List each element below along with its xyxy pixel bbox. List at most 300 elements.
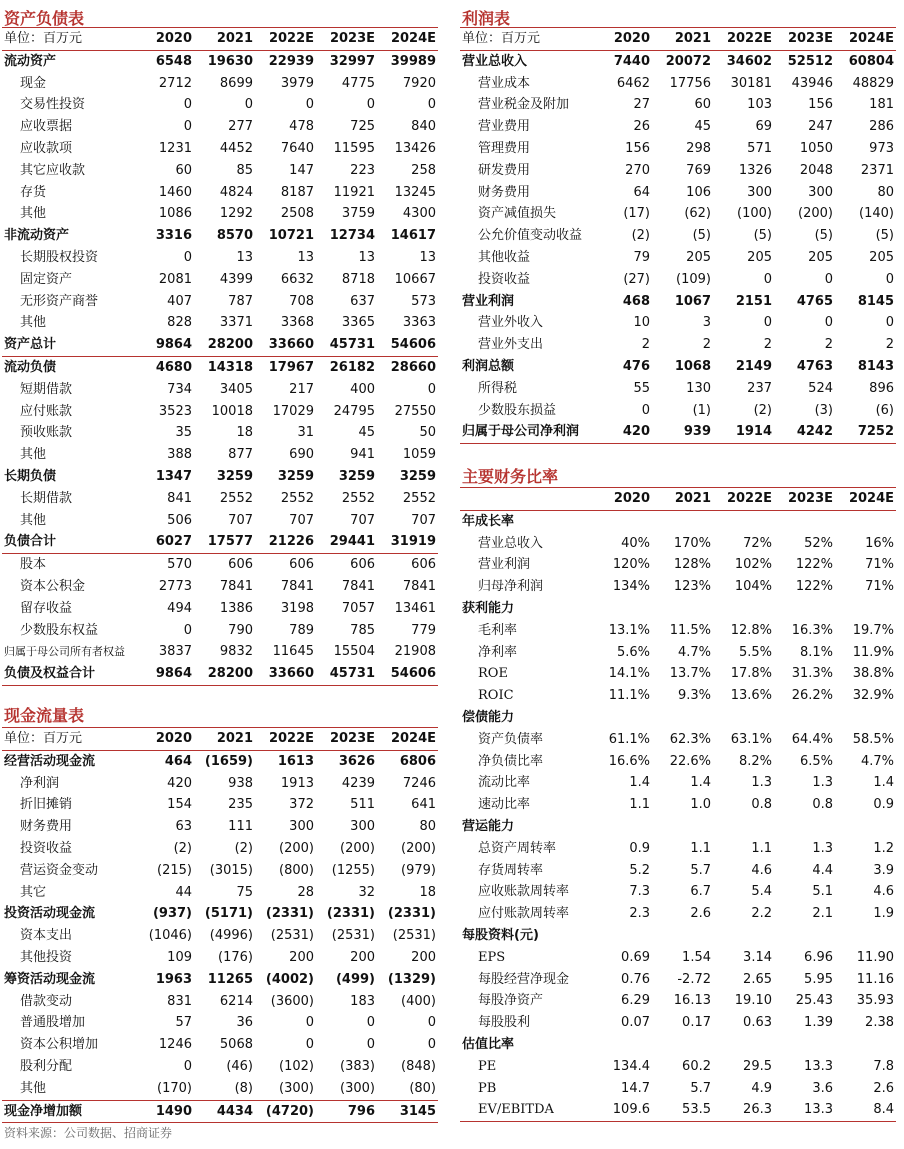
cell-value: 939 <box>652 421 713 443</box>
cell-value: 52% <box>804 535 833 551</box>
cell-value: 796 <box>316 1100 377 1123</box>
table-row <box>460 356 896 378</box>
cell-value: 235 <box>228 797 253 813</box>
cell-value: 223 <box>350 162 375 178</box>
cell-value: 641 <box>411 797 436 813</box>
cell-value: 217 <box>289 381 314 397</box>
balance-sheet-panel <box>2 27 438 686</box>
table-row <box>2 773 438 795</box>
table-row <box>2 1034 438 1056</box>
table-row <box>2 816 438 838</box>
cell-value: 8.2% <box>738 753 772 769</box>
table-row <box>460 138 896 160</box>
cell-value: 1347 <box>155 468 192 484</box>
cell-value: 2552 <box>402 490 436 506</box>
cell-value: (5) <box>692 228 711 244</box>
table-row <box>2 531 438 553</box>
cell-value: 6.7 <box>690 884 711 900</box>
cell-value: 476 <box>622 358 650 374</box>
row-label: 其他 <box>20 1080 47 1096</box>
cell-value: 0 <box>183 249 192 265</box>
cell-value: 3.6 <box>812 1080 833 1096</box>
cell-value <box>774 925 835 947</box>
cell-value: 134% <box>612 579 650 595</box>
table-row <box>2 598 438 620</box>
cell-value: 840 <box>411 119 436 135</box>
cell-value: 11.5% <box>669 622 711 638</box>
row-label: 其他 <box>20 206 47 222</box>
cell-value: 8718 <box>341 271 375 287</box>
cell-value: (4996) <box>209 928 253 944</box>
row-label: 年成长率 <box>462 513 515 529</box>
cell-value: 1386 <box>219 600 253 616</box>
income-statement-title: 利润表 <box>462 9 511 28</box>
cell-value: 57 <box>175 1015 192 1031</box>
row-label: 营业总收入 <box>462 53 528 69</box>
cell-value: 524 <box>808 380 833 396</box>
income-statement-panel <box>460 27 896 444</box>
cell-value: 787 <box>228 293 253 309</box>
row-label: PE <box>478 1058 497 1074</box>
cell-value: 17.8% <box>730 666 772 682</box>
cell-value: 13 <box>419 249 436 265</box>
row-label: 预收账款 <box>20 425 73 441</box>
ratios-title: 主要财务比率 <box>462 467 559 486</box>
cell-value <box>713 925 774 947</box>
table-row <box>2 247 438 269</box>
cell-value: 2.3 <box>629 906 650 922</box>
row-label: 管理费用 <box>478 140 531 156</box>
cell-value: 45731 <box>316 663 377 685</box>
cell-value: 26182 <box>329 359 375 375</box>
cell-value: 0 <box>641 402 650 418</box>
table-row <box>2 641 438 663</box>
cell-value: (17) <box>623 206 650 222</box>
table-row <box>2 1100 438 1123</box>
cell-value: 71% <box>865 557 894 573</box>
cell-value: 31 <box>297 425 314 441</box>
cell-value: 2151 <box>735 293 772 309</box>
row-label: 折旧摊销 <box>20 797 73 813</box>
cell-value: 388 <box>167 447 192 463</box>
cell-value: (979) <box>401 862 436 878</box>
cell-value <box>591 707 652 729</box>
cell-value: 2149 <box>735 358 772 374</box>
table-row <box>2 203 438 225</box>
cell-value: 20072 <box>665 53 711 69</box>
row-label: 长期股权投资 <box>20 249 99 265</box>
cell-value: 106 <box>686 184 711 200</box>
cell-value: 4452 <box>219 140 253 156</box>
cell-value: 13.3 <box>774 1099 835 1121</box>
row-label: 固定资产 <box>20 271 73 287</box>
cell-value: 464 <box>164 753 192 769</box>
cell-value: 22.6% <box>669 753 711 769</box>
cell-value: 30181 <box>730 75 772 91</box>
cell-value: 831 <box>167 993 192 1009</box>
table-row <box>460 182 896 204</box>
cell-value <box>591 816 652 838</box>
table-row <box>2 1056 438 1078</box>
table-row <box>2 291 438 313</box>
cell-value: 1292 <box>219 206 253 222</box>
row-label: 资本支出 <box>20 928 73 944</box>
cell-value: 21908 <box>394 644 436 660</box>
cell-value: 734 <box>167 381 192 397</box>
table-row <box>2 1078 438 1100</box>
cell-value: 26.2% <box>791 688 833 704</box>
table-row <box>2 422 438 444</box>
table-row <box>2 138 438 160</box>
cell-value: (200) <box>340 840 375 856</box>
cell-value <box>835 1034 896 1056</box>
cell-value: 28660 <box>390 359 436 375</box>
cell-value: 690 <box>289 447 314 463</box>
cell-value: 205 <box>686 249 711 265</box>
cell-value <box>713 707 774 729</box>
row-label: 现金净增加额 <box>2 1100 133 1123</box>
cell-value: 13426 <box>394 140 436 156</box>
cell-value: 1.1 <box>690 840 711 856</box>
cell-value: 4824 <box>219 184 253 200</box>
year-header: 2024E <box>377 728 438 751</box>
year-header: 2021 <box>194 728 255 751</box>
cell-value: 0.76 <box>621 971 650 987</box>
cell-value: 3.9 <box>873 862 894 878</box>
row-label: 营业总收入 <box>478 535 544 551</box>
table-row <box>460 312 896 334</box>
row-label: 其它应收款 <box>20 162 86 178</box>
row-label: 营业利润 <box>478 557 531 573</box>
cell-value: 300 <box>808 184 833 200</box>
row-label: 长期负债 <box>4 468 57 484</box>
cell-value: 1.54 <box>682 949 711 965</box>
table-row <box>460 116 896 138</box>
cell-value: 407 <box>167 293 192 309</box>
cell-value: 6462 <box>616 75 650 91</box>
row-label: 研发费用 <box>478 162 531 178</box>
table-row <box>2 576 438 598</box>
cell-value: 13 <box>236 249 253 265</box>
cell-value: 6027 <box>133 531 194 553</box>
cell-value: 1.3 <box>812 840 833 856</box>
cell-value: 2371 <box>860 162 894 178</box>
cell-value: 4.6 <box>751 862 772 878</box>
cell-value: (5171) <box>204 906 253 922</box>
table-row <box>460 334 896 356</box>
cell-value: 205 <box>869 249 894 265</box>
row-label: 资产负债率 <box>478 731 544 747</box>
cell-value: 400 <box>350 381 375 397</box>
ratios-panel <box>460 487 896 1122</box>
table-row <box>2 225 438 247</box>
row-label: 营业成本 <box>478 75 531 91</box>
table-row <box>460 642 896 664</box>
cell-value: 0 <box>427 381 436 397</box>
cell-value: 183 <box>350 993 375 1009</box>
cell-value: 707 <box>289 512 314 528</box>
cell-value: 122% <box>795 557 833 573</box>
cell-value: 637 <box>350 293 375 309</box>
cell-value: 277 <box>228 119 253 135</box>
row-label: 流动比率 <box>478 775 531 791</box>
cell-value: (62) <box>684 206 711 222</box>
cell-value: (46) <box>226 1058 253 1074</box>
cell-value: 17577 <box>194 531 255 553</box>
cell-value: (1255) <box>331 862 375 878</box>
row-label: 净利润 <box>20 775 60 791</box>
table-row <box>2 947 438 969</box>
cell-value: 11.90 <box>856 949 894 965</box>
cell-value <box>591 510 652 532</box>
cell-value: 1460 <box>158 184 192 200</box>
cell-value: 58.5% <box>852 731 894 747</box>
table-row <box>2 794 438 816</box>
cell-value <box>591 1034 652 1056</box>
cell-value: (6) <box>875 402 894 418</box>
cell-value: 270 <box>625 162 650 178</box>
cell-value: 5.1 <box>812 884 833 900</box>
cell-value: 606 <box>228 557 253 573</box>
cell-value: (109) <box>676 271 711 287</box>
cell-value: 40% <box>621 535 650 551</box>
cell-value: (2) <box>173 840 192 856</box>
cell-value: 3837 <box>158 644 192 660</box>
cell-value: 2552 <box>280 490 314 506</box>
cell-value: 6.96 <box>804 949 833 965</box>
table-row <box>460 1078 896 1100</box>
cell-value: 3405 <box>219 381 253 397</box>
cell-value <box>774 816 835 838</box>
cell-value: 3.14 <box>743 949 772 965</box>
cell-value: 1.4 <box>629 775 650 791</box>
cell-value: (140) <box>859 206 894 222</box>
table-row <box>2 620 438 642</box>
cell-value: 2081 <box>158 271 192 287</box>
cell-value <box>652 598 713 620</box>
cell-value: (4720) <box>255 1100 316 1123</box>
year-header: 2022E <box>713 28 774 51</box>
header-row <box>2 728 438 751</box>
row-label: 应收款项 <box>20 140 73 156</box>
cell-value: 707 <box>228 512 253 528</box>
row-label: 估值比率 <box>462 1036 515 1052</box>
cell-value: 0 <box>366 97 375 113</box>
row-label: 资产总计 <box>2 334 133 356</box>
cell-value: 0.07 <box>621 1015 650 1031</box>
cell-value <box>652 816 713 838</box>
table-row <box>460 225 896 247</box>
row-label: 非流动资产 <box>4 228 70 244</box>
table-row <box>460 576 896 598</box>
table-row <box>460 1099 896 1121</box>
year-header: 2022E <box>255 28 316 51</box>
cell-value: 64.4% <box>791 731 833 747</box>
row-label: 存货 <box>20 184 47 200</box>
header-row <box>2 28 438 51</box>
table-row <box>2 356 438 378</box>
cell-value: 4.9 <box>751 1080 772 1096</box>
row-label: 短期借款 <box>20 381 73 397</box>
header-row <box>460 28 896 51</box>
cell-value: (2331) <box>265 906 314 922</box>
cell-value: 779 <box>411 622 436 638</box>
cell-value: (3600) <box>270 993 314 1009</box>
cell-value: 1.3 <box>751 775 772 791</box>
table-row <box>460 794 896 816</box>
cell-value <box>652 510 713 532</box>
cell-value: 896 <box>869 380 894 396</box>
cell-value: 7.3 <box>629 884 650 900</box>
cell-value: 147 <box>289 162 314 178</box>
row-label: 资产减值损失 <box>478 206 557 222</box>
cell-value: 420 <box>591 421 652 443</box>
cell-value: 26 <box>633 119 650 135</box>
cell-value: 0 <box>427 1015 436 1031</box>
cell-value: (2331) <box>326 906 375 922</box>
table-row <box>460 378 896 400</box>
cell-value: 3259 <box>338 468 375 484</box>
row-label: 财务费用 <box>478 184 531 200</box>
year-header: 2023E <box>774 488 835 511</box>
year-header: 2024E <box>835 28 896 51</box>
cell-value: 11.9% <box>852 644 894 660</box>
cell-value: 14.7 <box>621 1080 650 1096</box>
cell-value: (5) <box>875 228 894 244</box>
cell-value: 200 <box>350 949 375 965</box>
row-label: 其他 <box>20 315 47 331</box>
cell-value: 85 <box>236 162 253 178</box>
cell-value: 60.2 <box>682 1058 711 1074</box>
row-label: 交易性投资 <box>20 97 86 113</box>
row-label: 股本 <box>20 557 47 573</box>
cell-value: 200 <box>411 949 436 965</box>
cell-value: 122% <box>795 579 833 595</box>
cell-value: 8699 <box>219 75 253 91</box>
cell-value: (2) <box>753 402 772 418</box>
row-label: 营业费用 <box>478 119 531 135</box>
cell-value: 48829 <box>852 75 894 91</box>
cell-value: (8) <box>234 1080 253 1096</box>
cell-value <box>774 598 835 620</box>
cell-value: 29441 <box>316 531 377 553</box>
cell-value: 1.4 <box>690 775 711 791</box>
row-label: PB <box>478 1080 497 1096</box>
cell-value: 1.9 <box>873 906 894 922</box>
row-label: 流动负债 <box>4 359 57 375</box>
cell-value: 0 <box>427 97 436 113</box>
unit-label: 单位：百万元 <box>2 28 133 51</box>
cell-value: 3259 <box>216 468 253 484</box>
cell-value: 7841 <box>280 578 314 594</box>
table-row <box>460 510 896 532</box>
table-row <box>460 772 896 794</box>
cell-value <box>652 925 713 947</box>
year-header: 2021 <box>652 488 713 511</box>
cell-value: 1050 <box>799 140 833 156</box>
cell-value <box>713 1034 774 1056</box>
cell-value: (1046) <box>148 928 192 944</box>
cell-value: 841 <box>167 490 192 506</box>
cell-value: (2531) <box>331 928 375 944</box>
cell-value: 11.16 <box>856 971 894 987</box>
cell-value: 5.7 <box>690 862 711 878</box>
year-header: 2021 <box>652 28 713 51</box>
row-label: 净利率 <box>478 644 518 660</box>
cell-value: 60804 <box>848 53 894 69</box>
cell-value: 1068 <box>674 358 711 374</box>
cell-value: 13.1% <box>608 622 650 638</box>
cell-value: 494 <box>167 600 192 616</box>
cell-value: 973 <box>869 140 894 156</box>
year-header: 2020 <box>591 488 652 511</box>
cell-value: 606 <box>411 557 436 573</box>
cell-value: 2.2 <box>751 906 772 922</box>
cell-value: 13461 <box>394 600 436 616</box>
cell-value: 0 <box>824 271 833 287</box>
table-row <box>2 379 438 401</box>
cell-value: 606 <box>350 557 375 573</box>
cell-value: 11645 <box>272 644 314 660</box>
cell-value: 130 <box>686 380 711 396</box>
cell-value: 420 <box>167 775 192 791</box>
cell-value: 14.1% <box>608 666 650 682</box>
cell-value: 0 <box>366 1037 375 1053</box>
cell-value: 17967 <box>268 359 314 375</box>
cell-value: 785 <box>350 622 375 638</box>
table-row <box>2 860 438 882</box>
cell-value <box>835 925 896 947</box>
cell-value: 3759 <box>341 206 375 222</box>
cell-value: 258 <box>411 162 436 178</box>
cell-value: 1086 <box>158 206 192 222</box>
row-label: 少数股东损益 <box>478 402 557 418</box>
row-label: 财务费用 <box>20 819 73 835</box>
row-label: 偿债能力 <box>462 709 515 725</box>
row-label: ROIC <box>478 688 514 704</box>
cell-value: 55 <box>633 380 650 396</box>
row-label: 投资收益 <box>478 271 531 287</box>
cell-value: 6548 <box>155 53 192 69</box>
cell-value: 120% <box>612 557 650 573</box>
cell-value: 134.4 <box>612 1058 650 1074</box>
cell-value: 1.1 <box>751 840 772 856</box>
balance-sheet-table <box>2 27 438 686</box>
cell-value: 0 <box>183 119 192 135</box>
table-row <box>460 421 896 443</box>
table-row <box>2 488 438 510</box>
cell-value: 109.6 <box>591 1099 652 1121</box>
cell-value: 506 <box>167 512 192 528</box>
table-row <box>2 401 438 423</box>
cell-value: 102% <box>734 557 772 573</box>
cell-value: (499) <box>335 971 375 987</box>
year-header: 2023E <box>774 28 835 51</box>
cell-value: 571 <box>747 140 772 156</box>
cell-value: (300) <box>279 1080 314 1096</box>
cell-value: 11.1% <box>608 688 650 704</box>
cell-value: 1246 <box>158 1037 192 1053</box>
cell-value: 877 <box>228 447 253 463</box>
cell-value: 6.29 <box>621 993 650 1009</box>
cell-value: 2 <box>763 337 772 353</box>
cell-value: 1.0 <box>690 797 711 813</box>
cell-value <box>774 707 835 729</box>
row-label: 每股股利 <box>478 1015 531 1031</box>
cell-value: 53.5 <box>652 1099 713 1121</box>
row-label: 应收账款周转率 <box>478 884 570 900</box>
year-header: 2024E <box>377 28 438 51</box>
